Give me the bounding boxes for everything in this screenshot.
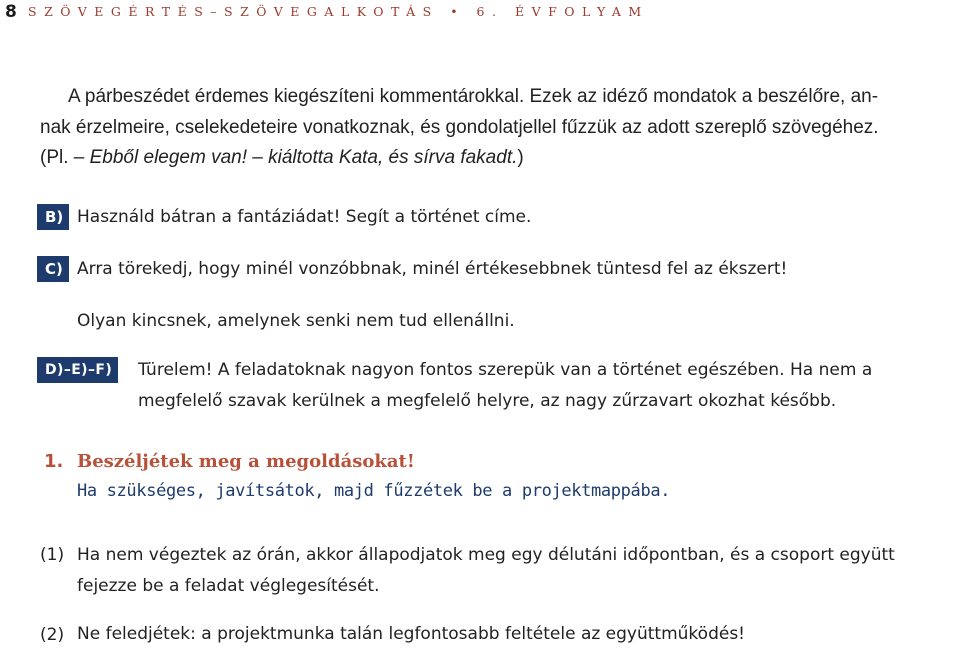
badge-def: D)–E)–F) xyxy=(37,357,118,383)
task-subtitle: Ha szükséges, javítsátok, majd fűzzétek be a projektmappába. xyxy=(77,481,671,501)
example-prefix: (Pl. – xyxy=(40,147,90,168)
task-title: Beszéljétek meg a megoldásokat! xyxy=(77,451,415,472)
item-c-text: Arra törekedj, hogy minél vonzóbbnak, minél értékesebbnek tüntesd fel az ékszert! xyxy=(77,259,788,279)
intro-paragraph xyxy=(40,82,940,174)
note-1-number: (1) xyxy=(40,545,65,565)
item-def-text-2: megfelelő szavak kerülnek a megfelelő helyre, az nagy zűrzavart okozhat később. xyxy=(138,391,837,411)
example-suffix: ) xyxy=(517,147,524,168)
badge-b: B) xyxy=(37,204,69,230)
example-separator: – xyxy=(247,147,269,168)
note-2-number: (2) xyxy=(40,625,65,645)
item-c-text-2: Olyan kincsnek, amelynek senki nem tud ellenállni. xyxy=(77,311,515,331)
example-tag: kiáltotta Kata, és sírva fakadt. xyxy=(268,147,518,168)
running-title: SZÖVEGÉRTÉS–SZÖVEGALKOTÁS • 6. ÉVFOLYAM xyxy=(28,4,649,19)
intro-line-2: nak érzelmeire, cselekedeteire vonatkoznak, és gondolatjellel fűzzük az adott szereplő szövegéhez. xyxy=(40,116,879,138)
example-quote: Ebből elegem van! xyxy=(89,147,248,168)
item-def-text: Türelem! A feladatoknak nagyon fontos szerepük van a történet egészében. Ha nem a xyxy=(138,360,873,380)
task-number: 1. xyxy=(44,451,64,472)
note-2-line-1: Ne feledjétek: a projektmunka talán legfontosabb feltétele az együttműködés! xyxy=(77,624,745,644)
note-1-line-2: fejezze be a feladat véglegesítését. xyxy=(77,576,380,596)
badge-c: C) xyxy=(37,256,69,282)
intro-line-3 xyxy=(40,143,940,174)
intro-line-1: A párbeszédet érdemes kiegészíteni kommentárokkal. Ezek az idéző mondatok a beszélőre, an- xyxy=(68,86,879,107)
item-b-text: Használd bátran a fantáziádat! Segít a történet címe. xyxy=(77,207,532,227)
note-1-line-1: Ha nem végeztek az órán, akkor állapodjatok meg egy délutáni időpontban, és a csoport együtt xyxy=(77,545,895,565)
page-number: 8 xyxy=(5,2,17,22)
